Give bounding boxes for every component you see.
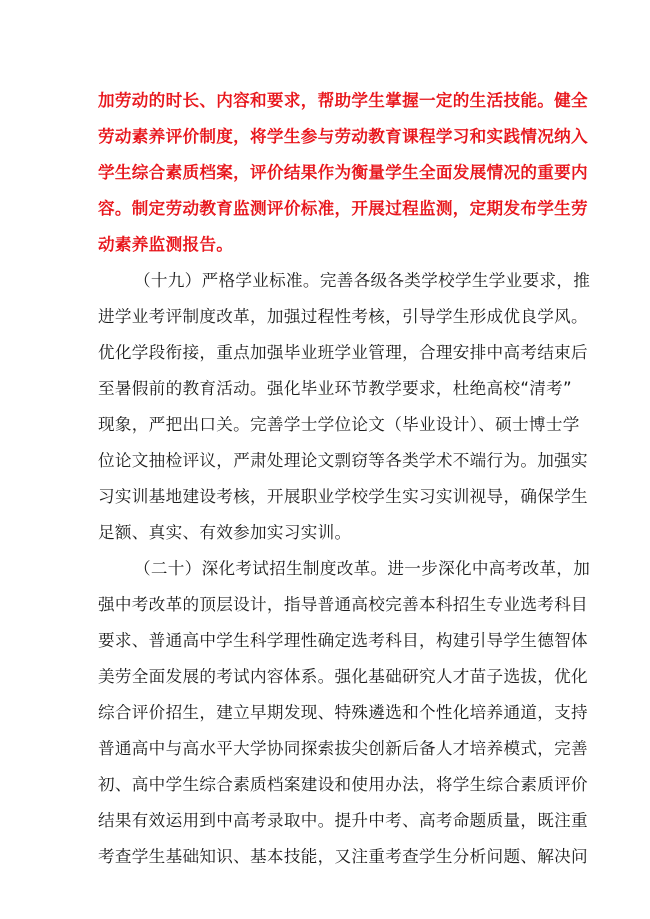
paragraph-20-line: 考查学生基础知识、基本技能，又注重考查学生分析问题、解决问 [98, 847, 588, 866]
red-text-line: 加劳动的时长、内容和要求，帮助学生掌握一定的生活技能。健全 [98, 91, 588, 110]
paragraph-20-line: 美劳全面发展的考试内容体系。强化基础研究人才苗子选拔，优化 [98, 667, 588, 686]
paragraph-20-line: 要求、普通高中学生科学理性确定选考科目，构建引导学生德智体 [98, 631, 588, 650]
paragraph-19-line: 习实训基地建设考核，开展职业学校学生实习实训视导，确保学生 [98, 487, 588, 506]
paragraph-20-line: 强中考改革的顶层设计，指导普通高校完善本科招生专业选考科目 [98, 595, 588, 614]
paragraph-19-line: 进学业考评制度改革，加强过程性考核，引导学生形成优良学风。 [98, 307, 588, 326]
paragraph-19-line: （十九）严格学业标准。完善各级各类学校学生学业要求，推 [134, 271, 591, 290]
paragraph-19-line: 现象，严把出口关。完善学士学位论文（毕业设计）、硕士博士学 [98, 415, 580, 434]
paragraph-19-line: 至暑假前的教育活动。强化毕业环节教学要求，杜绝高校“清考” [98, 379, 572, 398]
paragraph-19-line: 位论文抽检评议，严肃处理论文剽窃等各类学术不端行为。加强实 [98, 451, 588, 470]
paragraph-19-line: 优化学段衔接，重点加强毕业班学业管理，合理安排中高考结束后 [98, 343, 588, 362]
paragraph-20-line: 初、高中学生综合素质档案建设和使用办法，将学生综合素质评价 [98, 775, 588, 794]
paragraph-20-line: （二十）深化考试招生制度改革。进一步深化中高考改革，加 [134, 559, 591, 578]
red-text-line: 容。制定劳动教育监测评价标准，开展过程监测，定期发布学生劳 [98, 199, 588, 218]
red-text-line: 动素养监测报告。 [98, 235, 234, 254]
paragraph-20-line: 结果有效运用到中高考录取中。提升中考、高考命题质量，既注重 [98, 811, 588, 830]
paragraph-20-line: 综合评价招生，建立早期发现、特殊遴选和个性化培养通道，支持 [98, 703, 588, 722]
paragraph-20-line: 普通高中与高水平大学协同探索拔尖创新后备人才培养模式，完善 [98, 739, 588, 758]
paragraph-19-line: 足额、真实、有效参加实习实训。 [98, 523, 352, 542]
red-text-line: 劳动素养评价制度，将学生参与劳动教育课程学习和实践情况纳入 [98, 127, 588, 146]
red-text-line: 学生综合素质档案，评价结果作为衡量学生全面发展情况的重要内 [98, 163, 588, 182]
